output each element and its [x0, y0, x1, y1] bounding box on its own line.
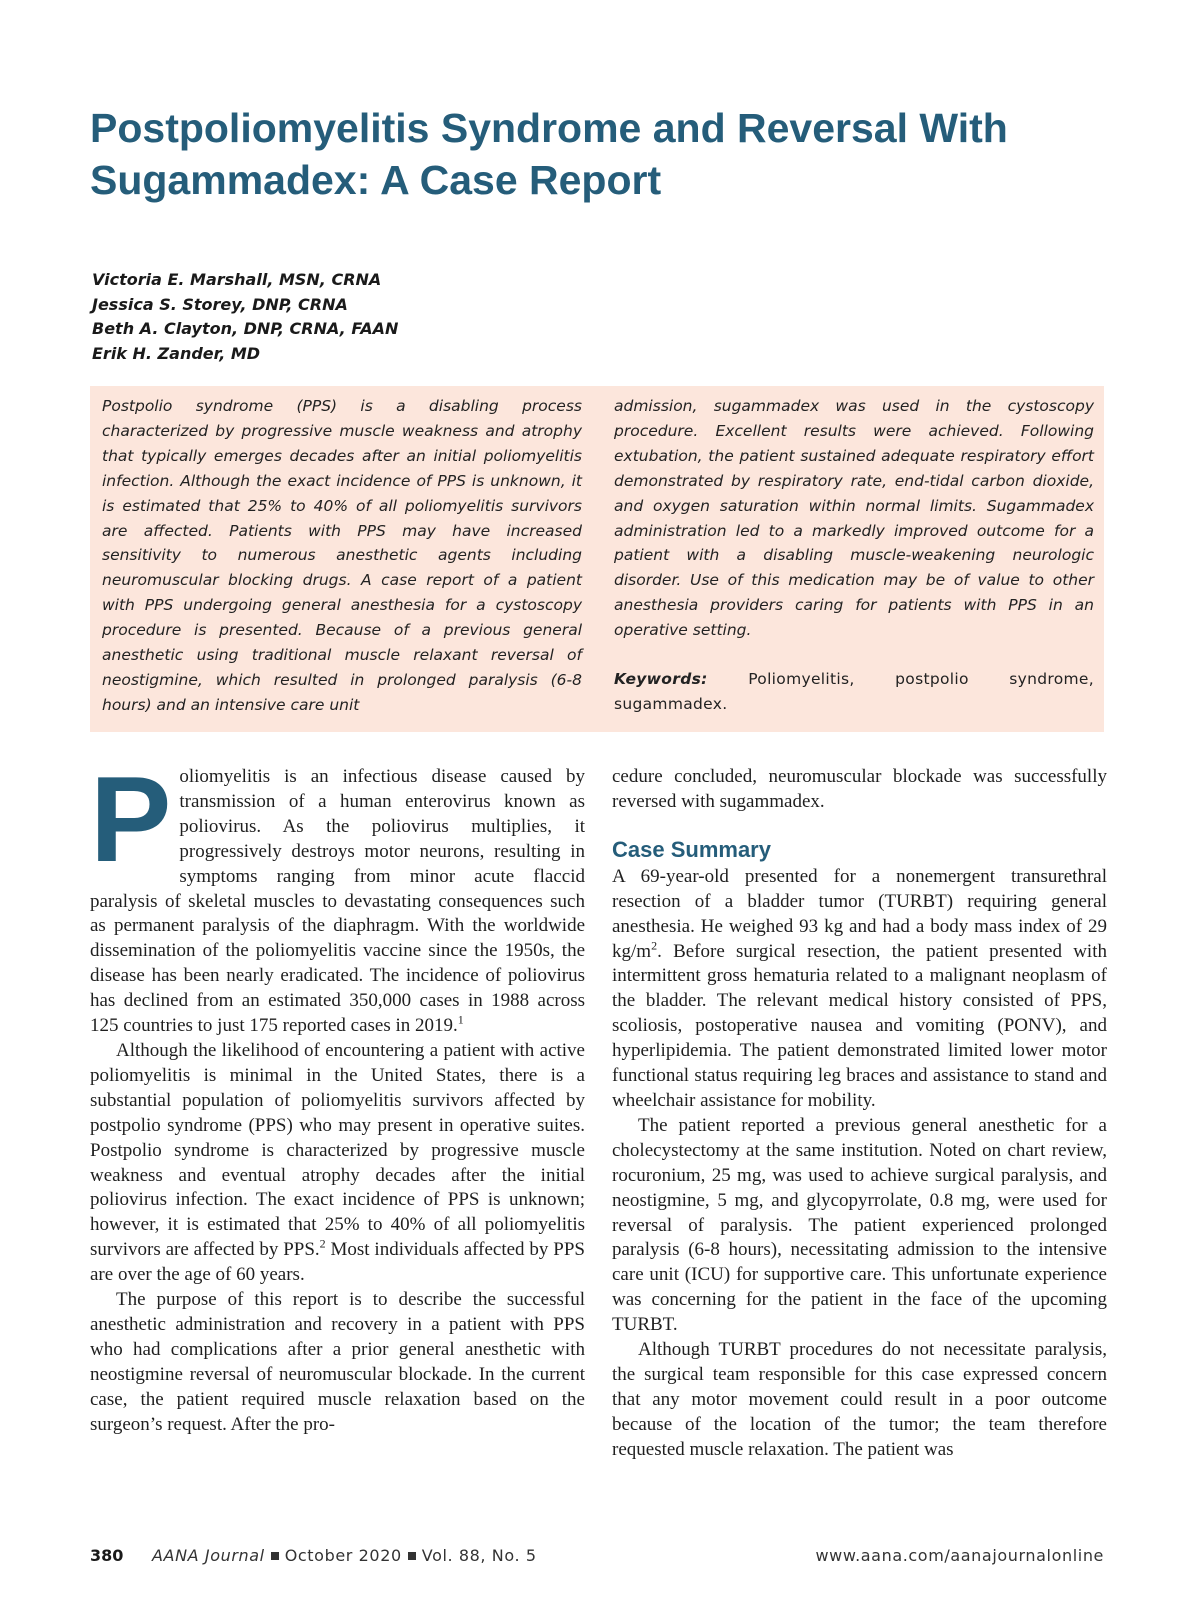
section-heading: Case Summary: [612, 836, 771, 862]
author-list: [92, 268, 398, 366]
keywords-label: Keywords:: [614, 670, 708, 689]
page-footer: [90, 1546, 1104, 1570]
citation-ref: 1: [457, 1012, 464, 1027]
citation-ref: 2: [319, 1236, 326, 1251]
square-bullet-icon: [271, 1552, 279, 1560]
article-title: [90, 102, 1100, 206]
author: Beth A. Clayton, DNP, CRNA, FAAN: [92, 319, 399, 338]
body-paragraph: The purpose of this report is to describe the successful anesthetic administration and recovery in a patient with PPS who had complications after a prior general anesthetic with neostigmine reversal of neuromuscular blockade. In the current case, the patient required muscle relaxation based on the surgeon’s request. After the pro-: [90, 1289, 585, 1435]
superscript: 2: [651, 938, 658, 953]
abstract-box: [90, 386, 1104, 732]
journal-url: www.aana.com/aanajournalonline: [815, 1546, 1104, 1565]
abstract-text-left: Postpolio syndrome (PPS) is a disabling process characterized by progressive muscle weakness and atrophy that typically emerges decades after an initial poliomyelitis infection. Although the exact incidence of PPS is unknown, it is estimated that 25% to 40% of all poliomyelitis survivors are affected. Patients with PPS may have increased sensitivity to numerous anesthetic agents including neuromuscular blocking drugs. A case report of a patient with PPS undergoing general anesthesia for a cystoscopy procedure is presented. Because of a previous general anesthetic using traditional muscle relaxant reversal of neostigmine, which resulted in prolonged paralysis (6-8 hours) and an intensive care unit: [102, 397, 582, 714]
keywords-text: Poliomyelitis, postpolio syndrome, sugammadex.: [614, 670, 1094, 713]
body-paragraph: [90, 751, 585, 1039]
volume-issue: Vol. 88, No. 5: [421, 1546, 537, 1565]
square-bullet-icon: [408, 1552, 416, 1560]
abstract-text-right: admission, sugammadex was used in the cystoscopy procedure. Excellent results were achieved. Following extubation, the patient sustained adequate respiratory effort demonstrated by respiratory rate, end-tidal carbon dioxide, and oxygen saturation within normal limits. Sugammadex administration led to a markedly improved outcome for a patient with a disabling muscle-weakening neurologic disorder. Use of this medication may be of value to other anesthesia providers caring for patients with PPS in an operative setting.: [614, 397, 1094, 640]
body-left-column: [90, 751, 585, 1437]
paragraph-text: A 69-year-old presented for a nonemergent transurethral resection of a bladder tumor (TURBT) requiring general anesthesia. He weighed 93 kg and had a body mass index of 29 kg/m: [612, 865, 1107, 962]
body-right-column: [612, 765, 1107, 1463]
paragraph-text: Although the likelihood of encountering a patient with active poliomyelitis is minimal in the United States, there is a substantial population of poliomyelitis survivors affected by postpolio syndrome (PPS) who may present in operative suites. Postpolio syndrome is characterized by progressive muscle weakness and eventual atrophy decades after the initial poliovirus infection. The exact incidence of PPS is unknown; however, it is estimated that 25% to 40% of all poliomyelitis survivors are affected by PPS.: [90, 1039, 585, 1261]
author: Victoria E. Marshall, MSN, CRNA: [92, 270, 382, 289]
body-paragraph: [612, 865, 1107, 1114]
page-number: 380: [90, 1546, 124, 1565]
body-paragraph: cedure concluded, neuromuscular blockade was successfully reversed with sugammadex.: [612, 766, 1107, 812]
body-paragraph: The patient reported a previous general anesthetic for a cholecystectomy at the same institution. Noted on chart review, rocuronium, 25 mg, was used to achieve surgical paralysis, and neostigmine, 5 mg, and glycopyrrolate, 0.8 mg, were used for reversal of paralysis. The patient experienced prolonged paralysis (6-8 hours), necessitating admission to the intensive care unit (ICU) for supportive care. This unfortunate experience was concerning for the patient in the face of the upcoming TURBT.: [612, 1114, 1107, 1336]
author: Erik H. Zander, MD: [92, 343, 261, 363]
abstract-left-column: [102, 394, 582, 718]
drop-cap: P: [90, 751, 172, 887]
abstract-right-column: [614, 394, 1094, 717]
body-paragraph: Although TURBT procedures do not necessitate paralysis, the surgical team responsible for this case expressed concern that any motor movement could result in a poor outcome because of the location of the tumor; the team therefore requested muscle relaxation. The patient was: [612, 1339, 1107, 1460]
title-line-2: Sugammadex: A Case Report: [90, 157, 662, 203]
paragraph-text: oliomyelitis is an infectious disease caused by transmission of a human enterovirus known as poliovirus. As the poliovirus multiplies, it progressively destroys motor neurons, resulting in symptoms ranging from minor acute flaccid paralysis of skeletal muscles to devastating consequences such as permanent paralysis of the diaphragm. With the worldwide dissemination of the poliomyelitis vaccine since the 1950s, the disease has been nearly eradicated. The incidence of poliovirus has declined from an estimated 350,000 cases in 1988 across 125 countries to just 175 reported cases in 2019.: [90, 766, 585, 1037]
paragraph-text: . Before surgical resection, the patient presented with intermittent gross hematuria related to a malignant neoplasm of the bladder. The relevant medical history consisted of PPS, scoliosis, postoperative nausea and vomiting (PONV), and hyperlipidemia. The patient demonstrated limited lower motor functional status requiring leg braces and assistance to stand and wheelchair assistance for mobility.: [612, 940, 1107, 1111]
issue-date: October 2020: [284, 1546, 402, 1565]
keywords: [614, 667, 1094, 717]
journal-name: AANA Journal: [152, 1546, 265, 1565]
title-line-1: Postpoliomyelitis Syndrome and Reversal With: [90, 105, 1008, 151]
author: Jessica S. Storey, DNP, CRNA: [92, 294, 348, 314]
paragraph-text: Most individuals affected by PPS are over the age of 60 years.: [90, 1239, 585, 1286]
body-paragraph: [90, 1039, 585, 1288]
journal-citation: [152, 1546, 537, 1565]
